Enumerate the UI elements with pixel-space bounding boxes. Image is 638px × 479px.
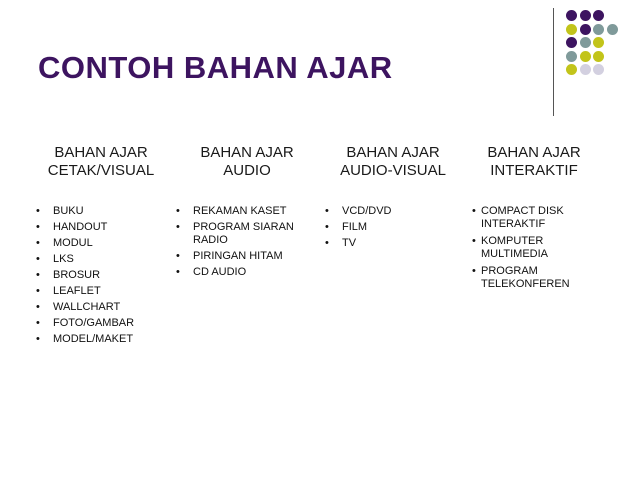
list-item-text: LEAFLET xyxy=(53,285,101,297)
item-list-audio-visual xyxy=(325,205,445,253)
bullet-icon: • xyxy=(36,237,40,249)
column-header: BAHAN AJAR INTERAKTIF xyxy=(487,144,581,179)
column-interaktif xyxy=(471,144,597,180)
list-item-text: KOMPUTER MULTIMEDIA xyxy=(481,235,549,260)
list-item xyxy=(36,237,166,250)
list-item-text: MODUL xyxy=(53,237,93,249)
list-item-text: FILM xyxy=(342,221,368,233)
list-item-text: COMPACT DISK INTERAKTIF xyxy=(481,205,564,230)
list-item-text: PIRINGAN HITAM xyxy=(193,250,283,262)
list-item xyxy=(36,269,166,282)
bullet-icon: • xyxy=(36,221,40,233)
list-item xyxy=(176,205,316,218)
list-item xyxy=(36,205,166,218)
bullet-icon: • xyxy=(36,333,40,345)
list-item xyxy=(176,221,316,247)
list-item-text: BROSUR xyxy=(53,269,101,281)
divider-line xyxy=(553,8,554,116)
list-item xyxy=(176,250,316,263)
decorative-dot xyxy=(566,37,577,48)
decorative-dot xyxy=(580,24,591,35)
bullet-icon: • xyxy=(472,205,476,217)
decorative-dot xyxy=(593,37,604,48)
column-header: BAHAN AJAR CETAK/VISUAL xyxy=(47,144,155,179)
decorative-dot xyxy=(607,24,618,35)
list-item xyxy=(36,253,166,266)
bullet-icon: • xyxy=(176,221,180,233)
column-audio-visual xyxy=(327,144,459,180)
list-item-text: VCD/DVD xyxy=(342,205,392,217)
list-item xyxy=(325,221,445,234)
bullet-icon: • xyxy=(36,301,40,313)
list-item xyxy=(325,205,445,218)
page-title: CONTOH BAHAN AJAR xyxy=(38,50,393,85)
list-item xyxy=(473,205,591,231)
column-audio xyxy=(176,144,318,180)
bullet-icon: • xyxy=(472,235,476,247)
bullet-icon: • xyxy=(325,221,329,233)
column-header: BAHAN AJAR AUDIO xyxy=(200,144,294,179)
decorative-dot xyxy=(566,24,577,35)
item-list-audio xyxy=(176,205,316,282)
bullet-icon: • xyxy=(176,205,180,217)
bullet-icon: • xyxy=(36,205,40,217)
decorative-dot xyxy=(566,64,577,75)
bullet-icon: • xyxy=(36,285,40,297)
list-item-text: BUKU xyxy=(53,205,84,217)
bullet-icon: • xyxy=(36,317,40,329)
decorative-dot xyxy=(580,51,591,62)
list-item xyxy=(176,266,316,279)
bullet-icon: • xyxy=(176,266,180,278)
bullet-icon: • xyxy=(176,250,180,262)
bullet-icon: • xyxy=(36,253,40,265)
bullet-icon: • xyxy=(325,237,329,249)
bullet-icon: • xyxy=(36,269,40,281)
list-item xyxy=(36,221,166,234)
item-list-cetak-visual xyxy=(36,205,166,349)
list-item xyxy=(36,317,166,330)
item-list-interaktif xyxy=(473,205,591,295)
list-item-text: FOTO/GAMBAR xyxy=(53,317,135,329)
list-item-text: TV xyxy=(342,237,357,249)
list-item xyxy=(473,265,591,291)
decorative-dot xyxy=(566,51,577,62)
decorative-dot xyxy=(593,51,604,62)
list-item-text: CD AUDIO xyxy=(193,266,247,278)
list-item-text: WALLCHART xyxy=(53,301,121,313)
list-item-text: HANDOUT xyxy=(53,221,108,233)
column-header: BAHAN AJAR AUDIO-VISUAL xyxy=(340,144,446,179)
list-item-text: MODEL/MAKET xyxy=(53,333,134,345)
decorative-dot xyxy=(593,24,604,35)
list-item-text: REKAMAN KASET xyxy=(193,205,287,217)
list-item xyxy=(36,285,166,298)
list-item-text: PROGRAM SIARAN RADIO xyxy=(193,221,294,246)
decorative-dot xyxy=(580,64,591,75)
list-item-text: PROGRAM TELEKONFEREN xyxy=(481,265,570,290)
list-item xyxy=(325,237,445,250)
decorative-dot xyxy=(566,10,577,21)
column-cetak-visual xyxy=(36,144,166,180)
decorative-dot xyxy=(580,37,591,48)
list-item-text: LKS xyxy=(53,253,74,265)
decorative-dot xyxy=(580,10,591,21)
bullet-icon: • xyxy=(325,205,329,217)
list-item xyxy=(473,235,591,261)
bullet-icon: • xyxy=(472,265,476,277)
decorative-dot xyxy=(593,10,604,21)
list-item xyxy=(36,301,166,314)
list-item xyxy=(36,333,166,346)
decorative-dot xyxy=(593,64,604,75)
